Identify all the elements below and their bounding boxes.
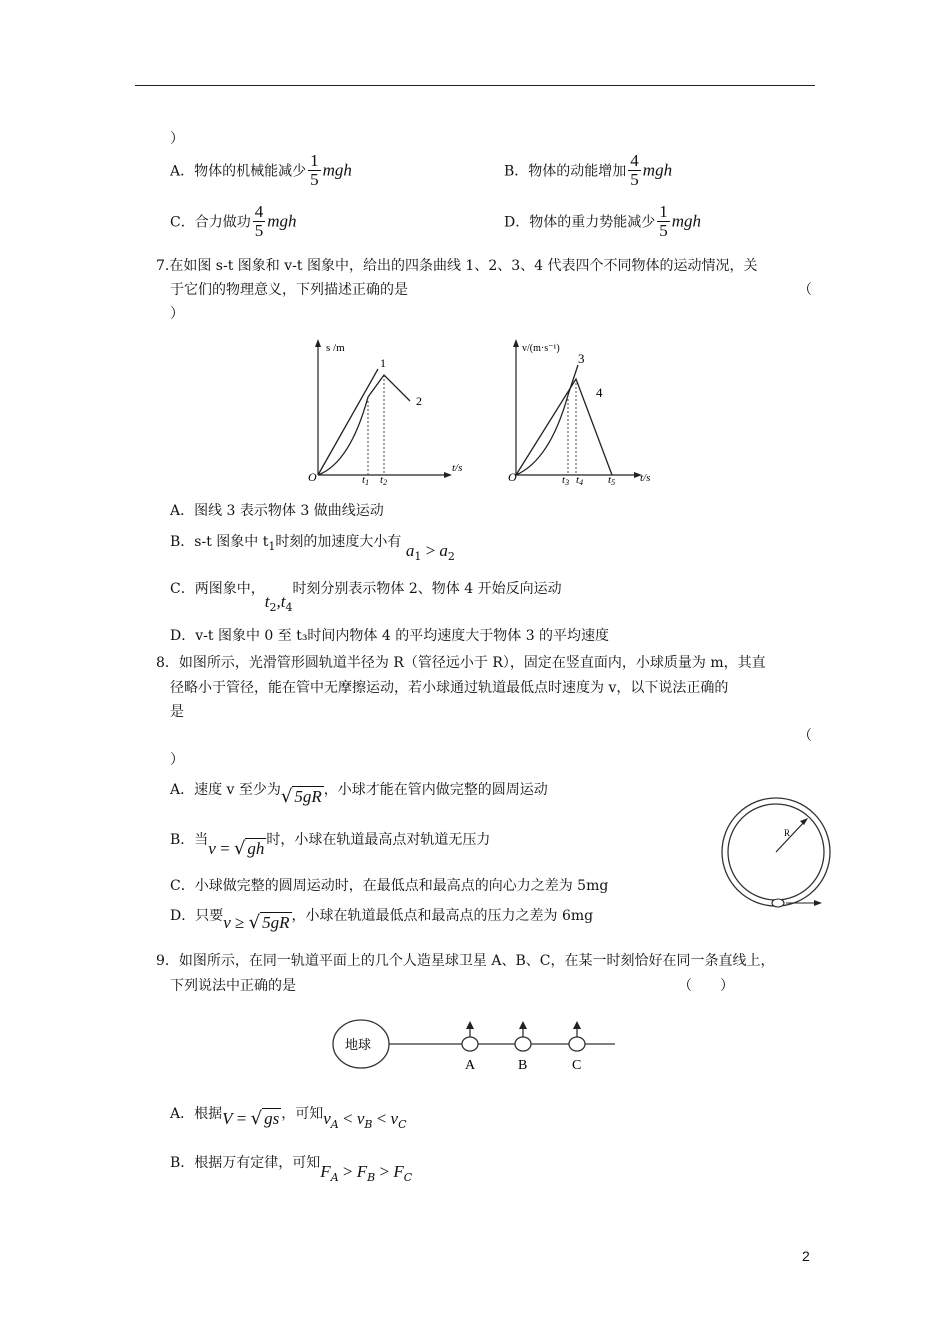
q6-option-d: D．物体的重力势能减少 $\frac{1}{5}$ mgh	[504, 202, 702, 240]
q7-option-b: B．s-t 图象中 $t_1$时刻的加速度大小有 $a_1 > a_2$	[170, 534, 455, 563]
q6-option-c: C．合力做功 $\frac{4}{5}$ mgh	[170, 202, 297, 240]
q9-stem-line2: 下列说法中正确的是	[170, 978, 296, 994]
st-t2-label: t2	[380, 474, 388, 485]
page-number: 2	[802, 1248, 810, 1264]
q8-close-paren: ）	[170, 752, 184, 768]
vt-graph	[500, 335, 670, 485]
q6-option-b: B．物体的动能增加 $\frac{4}{5}$ mgh	[504, 151, 673, 189]
vt-ylabel: v/(m·s⁻¹)	[522, 343, 560, 354]
q7-stem-line2: 于它们的物理意义，下列描述正确的是	[170, 282, 408, 298]
q8-circular-track-figure	[718, 796, 838, 914]
q8-stem-line2: 径略小于管径，能在管中无摩擦运动，若小球通过轨道最低点时速度为 v，以下说法正确的	[170, 680, 729, 696]
q8-open-paren: （	[798, 728, 812, 744]
vt-origin: O	[508, 470, 517, 484]
st-origin: O	[308, 470, 317, 484]
q6-close-paren: ）	[170, 131, 184, 147]
q9-sat-b-label: B	[518, 1058, 528, 1073]
q9-earth-label: 地球	[345, 1037, 372, 1052]
q8-option-d: D．只要v ≥ √ 5gR ，小球在轨道最低点和最高点的压力之差为 6mg	[170, 908, 594, 933]
q7-option-d: D．v-t 图象中 0 至 t₃时间内物体 4 的平均速度大于物体 3 的平均速度	[170, 628, 610, 644]
q6-option-a: A．物体的机械能减少 $\frac{1}{5}$ mgh	[170, 151, 352, 189]
vt-curve4-label: 4	[596, 385, 603, 400]
q8-radius-label: R	[784, 828, 791, 838]
vt-t5-label: t5	[608, 474, 616, 485]
q9-satellite-figure	[325, 1012, 625, 1082]
st-curve2-label: 2	[416, 394, 422, 408]
vt-curve3-label: 3	[578, 351, 585, 366]
q8-option-b: B．当v = √ gh 时，小球在轨道最高点对轨道无压力	[170, 832, 491, 859]
q7-open-paren: （	[798, 282, 812, 298]
q7-stem-line1: 7.在如图 s-t 图象和 v-t 图象中，给出的四条曲线 1、2、3、4 代表四个不同物体的运动情况，关	[156, 258, 758, 274]
q7-option-a: A．图线 3 表示物体 3 做曲线运动	[170, 503, 384, 519]
q7-close-paren: ）	[170, 306, 184, 322]
q9-paren: （ ）	[678, 978, 734, 994]
vt-t3-label: t3	[562, 474, 570, 485]
q8-option-c: C．小球做完整的圆周运动时，在最低点和最高点的向心力之差为 5mg	[170, 878, 609, 894]
q7-option-c: C．两图象中，$t_2,t_4$时刻分别表示物体 2、物体 4 开始反向运动	[170, 581, 562, 614]
st-t1-label: t1	[362, 474, 370, 485]
st-curve1-label: 1	[380, 356, 386, 370]
header-rule	[135, 85, 815, 86]
vt-t4-label: t4	[576, 474, 584, 485]
st-xlabel: t/s	[452, 462, 463, 474]
st-ylabel: s /m	[326, 342, 345, 354]
st-graph	[300, 335, 480, 485]
q9-option-b: B．根据万有定律，可知$F_A > F_B > F_C$	[170, 1155, 413, 1184]
q9-option-a: A．根据V = √ gs ，可知$v_A < v_B < v_C$	[170, 1106, 407, 1131]
q8-stem-line1: 8．如图所示，光滑管形圆轨道半径为 R（管径远小于 R），固定在竖直面内，小球质量为 m，其直	[156, 655, 766, 671]
vt-xlabel: t/s	[640, 472, 651, 484]
q9-sat-c-label: C	[572, 1058, 582, 1073]
q9-stem-line1: 9．如图所示，在同一轨道平面上的几个人造星球卫星 A、B、C，在某一时刻恰好在同一条直线上，	[156, 953, 775, 969]
q9-sat-a-label: A	[465, 1058, 476, 1073]
q8-stem-line3: 是	[170, 704, 184, 720]
q8-ball	[772, 899, 784, 907]
q8-option-a: A．速度 v 至少为√ 5gR ，小球才能在管内做完整的圆周运动	[170, 782, 548, 807]
